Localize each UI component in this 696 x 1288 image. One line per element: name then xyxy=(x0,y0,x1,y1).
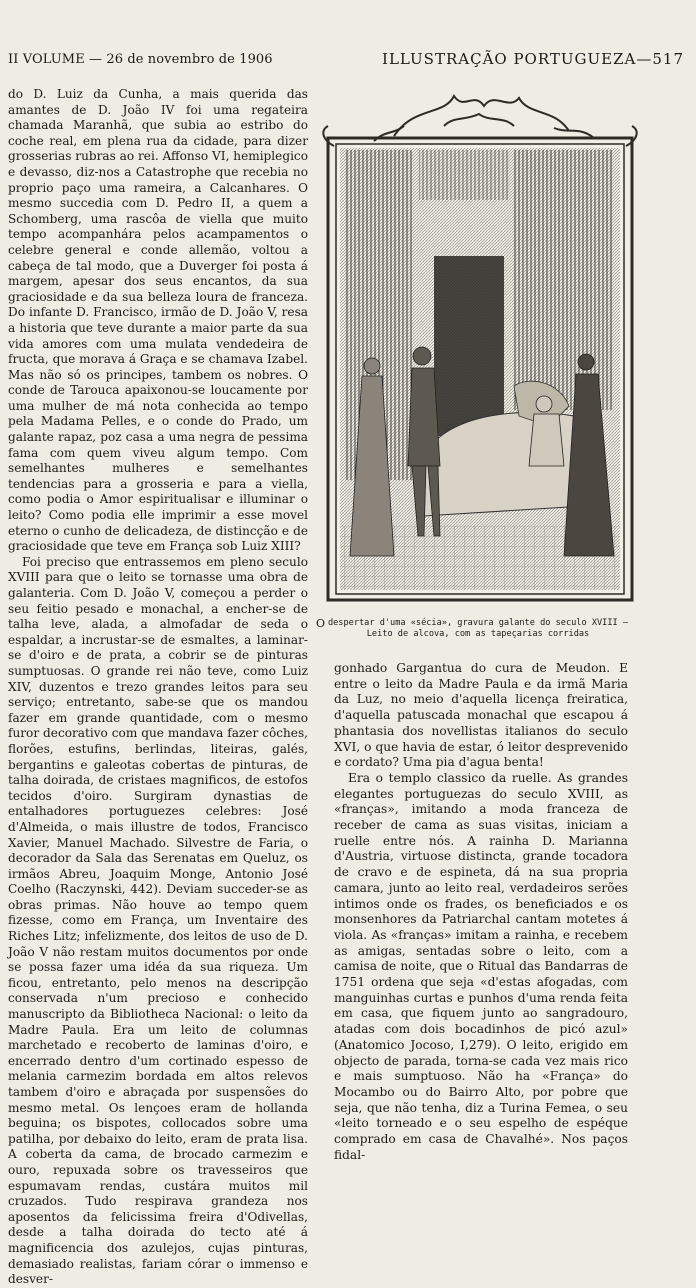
caption-line-2: Leito de alcova, com as tapeçarias corridas xyxy=(366,629,590,639)
page-header xyxy=(8,50,684,72)
figure-caption xyxy=(316,617,634,640)
left-text-column xyxy=(8,87,308,1288)
right-paragraph-2: Era o templo classico da ruelle. As grandes elegantes portuguezas do seculo XVIII, as «franças», imitando a moda franceza de receber de cama as suas visitas, iniciam a ruelle entre nós. A rainha D. Marianna d'Austria, virtuose distincta, grande tocadora de cravo e de espineta, dá na sua propria camara, junto ao leito real, verdadeiros serões intimos onde os frades, os beneficiados e os monsenhores da Patriarchal cantam motetes á viola. As «franças» imitam a rainha, e recebem as amigas, sentadas sobre o leito, com a camisa de noite, que o Ritual das Bandarras de 1751 ordena que seja «d'estas afogadas, com manguinhas curtas e punhos d'uma renda feita em casa, que fiquem junto ao sangradouro, atadas com dois bocadinhos de picó azul» (Anatomico Jocoso, I,279). O leito, erigido em objecto de parada, torna-se cada vez mais rico e mais sumptuoso. Não ha «França» do Mocambo ou do Bairro Alto, por pobre que seja, que não tenha, diz a Turina Femea, o seu «leito torneado e o seu espelho de espéque comprado em casa de Chavalhé». Nos paços fidal- xyxy=(334,770,628,1162)
left-paragraph-1: do D. Luiz da Cunha, a mais querida das amantes de D. João IV foi uma regateira chamada Maranhã, que subia ao estribo do coche real, em plena rua da cidade, para dizer grosserias rubras ao rei. Affonso VI, hemiplegico e devasso, diz-nos a Catastrophe que recebia no proprio paço uma rameira, a Calcanhares. O mesmo succedia com D. Pedro II, a quem a Schomberg, uma rascôa de viella que muito tempo acompanhára pelos acampamentos o celebre general e conde allemão, voltou a cabeça de tal modo, que a Duverger foi posta á margem, apesar dos seus encantos, da sua graciosidade e da sua belleza loura de franceza. Do infante D. Francisco, irmão de D. João V, resa a historia que teve durante a maior parte da sua vida amores com uma mulata vendedeira de fructa, que morava á Graça e se chamava Izabel. Mas não só os principes, tambem os nobres. O conde de Tarouca apaixonou-se loucamente por uma mulher de má nota conhecida ao tempo pela Madama Pelles, e o conde do Prado, um galante rapaz, poz casa a uma negra de pessima fama com quem viveu algum tempo. Com semelhantes mulheres e semelhantes tendencias para a grosseria e para a viella, como podia o Amor espiritualisar e illuminar o leito? Como podia elle imprimir a esse movel eterno o cunho de delicadeza, de distincção e de graciosidade que teve em França sob Luiz XIII? xyxy=(8,87,308,554)
volume-date: II VOLUME — 26 de novembro de 1906 xyxy=(8,52,273,67)
caption-initial: O xyxy=(316,617,326,630)
right-text-column xyxy=(334,661,628,1164)
right-curtain xyxy=(514,150,614,410)
engraving-illustration xyxy=(314,86,646,606)
right-paragraph-1: gonhado Gargantua do cura de Meudon. E entre o leito da Madre Paula e da irmã Maria da Luz, no meio d'aquella licença freiratica, d'aquella patuscada monachal que escapou á phantasia dos novellistas italianos do seculo XVI, o que havia de estar, ó leitor desprevenido e cordato? Uma pia d'agua benta! xyxy=(334,661,628,770)
alcove xyxy=(434,256,504,436)
left-paragraph-2: Foi preciso que entrassemos em pleno seculo XVIII para que o leito se tornasse uma obra de galanteria. Com D. João V, começou a perder o seu feitio pesado e monachal, a encher-se de talha leve, alada, a almofadar de seda o espaldar, a incrustar-se de esmaltes, a laminar-se d'oiro e de prata, a cobrir se de pinturas sumptuosas. O grande rei não teve, como Luiz XIV, duzentos e trezo grandes leitos para seu serviço; entretanto, sabe-se que os mandou fazer em grande quantidade, com o mesmo furor decorativo com que mandava fazer côches, florões, estufins, berlindas, liteiras, galés, bergantins e galeotas cobertas de pinturas, de talha doirada, de cristaes magnificos, de estofos tecidos d'oiro. Surgiram dynastias de entalhadores portuguezes celebres: José d'Almeida, o mais illustre de todos, Francisco Xavier, Manuel Machado. Silvestre de Faria, o decorador da Sala das Serenatas em Queluz, os irmãos Abreu, Joaquim Monge, Antonio José Coelho (Raczynski, 442). Deviam succeder-se as obras primas. Não houve ao tempo quem fizesse, como em França, um Inventaire des Riches Litz; infelizmente, dos leitos de uso de D. João V não restam muitos documentos por onde se possa fazer uma idéa da sua riqueza. Um ficou, entretanto, pelo menos na descripção conservada n'um precioso e conhecido manuscripto da Bibliotheca Nacional: o leito da Madre Paula. Era um leito de columnas marchetado e recoberto de laminas d'oiro, e encerrado dentro d'um cortinado espesso de melania carmezim bordada em altos relevos tambem d'oiro e abraçada por suspensões do mesmo metal. Os lençoes eram de hollanda beguina; os bispotes, collocados sobre uma patilha, por debaixo do leito, eram de prata lisa. A coberta da cama, de brocado carmezim e ouro, repuxada sobre os travesseiros que espumavam rendas, custára muitos mil cruzados. Tudo respirava grandeza nos aposentos da felicissima freira d'Odivellas, desde a talha doirada do tecto até á magnificencia dos azulejos, cujas pinturas, demasiado realistas, fariam córar o immenso e desver- xyxy=(8,554,308,1287)
engraving-figure xyxy=(314,86,646,606)
caption-line-1: despertar d'uma «sécia», gravura galante do seculo XVIII — xyxy=(327,618,629,628)
publication-title: ILLUSTRAÇÃO PORTUGUEZA—517 xyxy=(382,50,684,68)
